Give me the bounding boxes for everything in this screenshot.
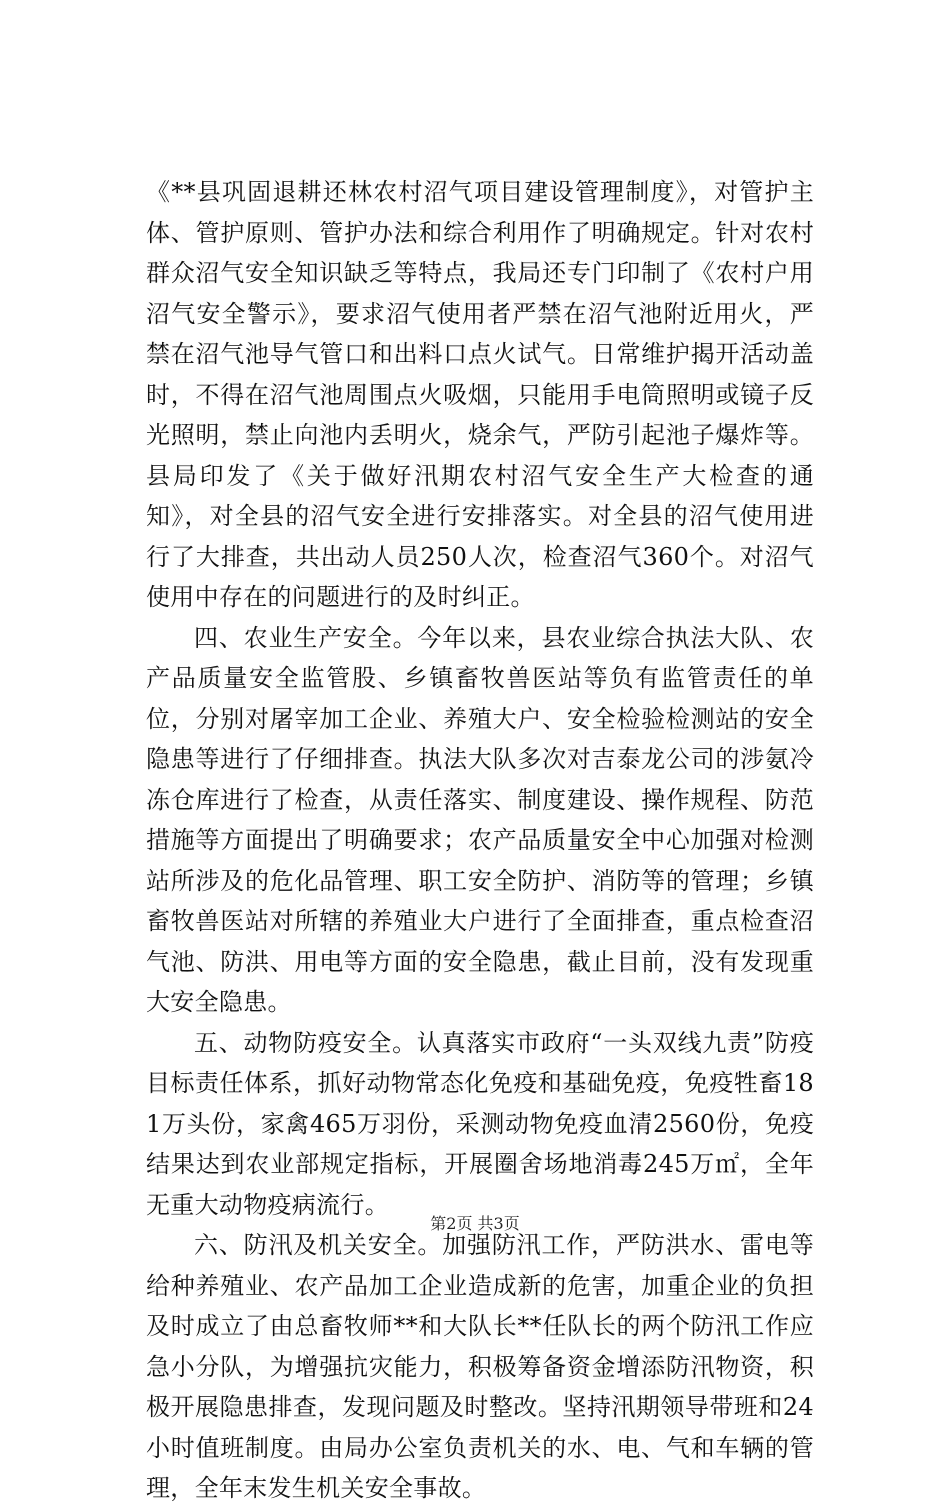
paragraph-agricultural-production-safety: 四、农业生产安全。今年以来，县农业综合执法大队、农产品质量安全监管股、乡镇畜牧兽医站等负有监管责任的单位，分别对屠宰加工企业、养殖大户、安全检验检测站的安全隐患等进行了仔细排查。执法大队多次对吉泰龙公司的涉氨冷冻仓库进行了检查，从责任落实、制度建设、操作规程、防范措施等方面提出了明确要求；农产品质量安全中心加强对检测站所涉及的危化品管理、职工安全防护、消防等的管理；乡镇畜牧兽医站对所辖的养殖业大户进行了全面排查，重点检查沼气池、防洪、用电等方面的安全隐患，截止目前，没有发现重大安全隐患。 [146, 623, 814, 1016]
paragraph-animal-epidemic-prevention: 五、动物防疫安全。认真落实市政府“一头双线九责”防疫目标责任体系，抓好动物常态化免疫和基础免疫，免疫牲畜181万头份，家禽465万羽份，采测动物免疫血清2560份，免疫结果达到农业部规定指标，开展圈舍场地消毒245万㎡，全年无重大动物疫病流行。 [146, 1028, 814, 1219]
document-body [146, 172, 814, 1509]
page-number-footer: 第2页 共3页 [430, 1214, 520, 1233]
paragraph-flood-control-office-safety: 六、防汛及机关安全。加强防汛工作，严防洪水、雷电等给种养殖业、农产品加工企业造成新的危害，加重企业的负担及时成立了由总畜牧师**和大队长**任队长的两个防汛工作应急小分队，为增强抗灾能力，积极筹备资金增添防汛物资，积极开展隐患排查，发现问题及时整改。坚持汛期领导带班和24小时值班制度。由局办公室负责机关的水、电、气和车辆的管理，全年末发生机关安全事故。 [146, 1231, 814, 1502]
paragraph-biogas-management: 《**县巩固退耕还林农村沼气项目建设管理制度》，对管护主体、管护原则、管护办法和综合利用作了明确规定。针对农村群众沼气安全知识缺乏等特点，我局还专门印制了《农村户用沼气安全警示》，要求沼气使用者严禁在沼气池附近用火，严禁在沼气池导气管口和出料口点火试气。日常维护揭开活动盖时，不得在沼气池周围点火吸烟，只能用手电筒照明或镜子反光照明，禁止向池内丢明火，烧余气，严防引起池子爆炸等。县局印发了《关于做好汛期农村沼气安全生产大检查的通知》，对全县的沼气安全进行安排落实。对全县的沼气使用进行了大排查，共出动人员250人次，检查沼气360个。对沼气使用中存在的问题进行的及时纠正。 [146, 178, 814, 611]
